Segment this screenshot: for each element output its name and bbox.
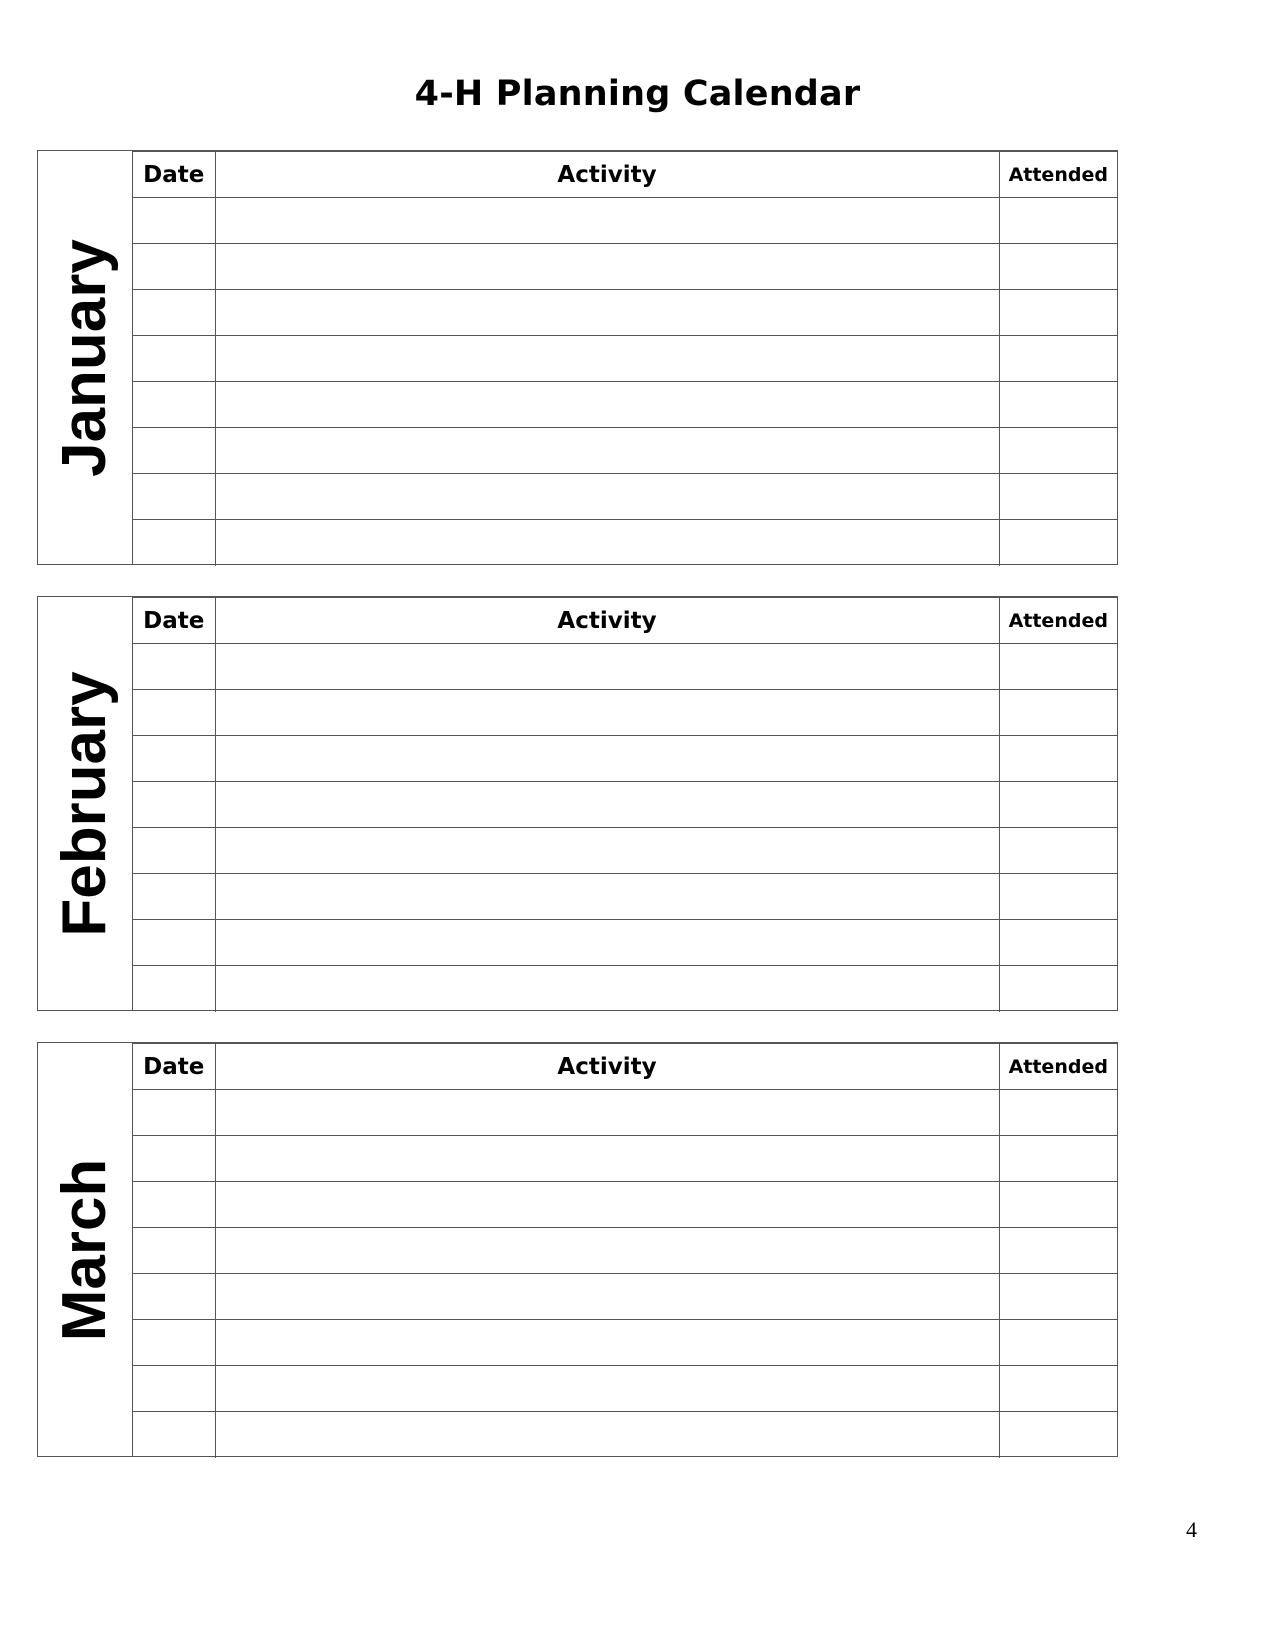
attended-cell[interactable] — [999, 1090, 1117, 1136]
attended-cell[interactable] — [999, 474, 1117, 520]
table-row — [133, 520, 1117, 566]
attended-cell[interactable] — [999, 1366, 1117, 1412]
date-cell[interactable] — [133, 782, 215, 828]
table-row — [133, 782, 1117, 828]
date-cell[interactable] — [133, 736, 215, 782]
attended-cell[interactable] — [999, 1136, 1117, 1182]
month-block-january — [37, 150, 1118, 565]
date-cell[interactable] — [133, 966, 215, 1012]
page-title: 4-H Planning Calendar — [414, 74, 861, 114]
date-cell[interactable] — [133, 1228, 215, 1274]
month-block-february — [37, 596, 1118, 1011]
date-cell[interactable] — [133, 290, 215, 336]
date-cell[interactable] — [133, 1320, 215, 1366]
activity-cell[interactable] — [215, 920, 999, 966]
attended-column-header: Attended — [999, 1044, 1117, 1090]
activity-cell[interactable] — [215, 1320, 999, 1366]
table-row — [133, 736, 1117, 782]
month-label: February — [50, 670, 119, 937]
table-row — [133, 474, 1117, 520]
activity-cell[interactable] — [215, 1366, 999, 1412]
activity-cell[interactable] — [215, 198, 999, 244]
table-row — [133, 1320, 1117, 1366]
attended-cell[interactable] — [999, 1320, 1117, 1366]
table-row — [133, 244, 1117, 290]
activity-cell[interactable] — [215, 290, 999, 336]
table-row — [133, 920, 1117, 966]
date-cell[interactable] — [133, 1412, 215, 1458]
table-row — [133, 966, 1117, 1012]
activity-cell[interactable] — [215, 520, 999, 566]
attended-cell[interactable] — [999, 690, 1117, 736]
date-cell[interactable] — [133, 336, 215, 382]
header-row — [133, 152, 1117, 198]
month-label: March — [50, 1158, 119, 1341]
date-cell[interactable] — [133, 244, 215, 290]
activity-cell[interactable] — [215, 1136, 999, 1182]
activity-column-header: Activity — [215, 152, 999, 198]
date-cell[interactable] — [133, 874, 215, 920]
page-number: 4 — [1186, 1517, 1197, 1542]
attended-cell[interactable] — [999, 1412, 1117, 1458]
table-row — [133, 290, 1117, 336]
attended-cell[interactable] — [999, 874, 1117, 920]
attended-cell[interactable] — [999, 336, 1117, 382]
table-row — [133, 644, 1117, 690]
attended-cell[interactable] — [999, 382, 1117, 428]
header-row — [133, 1044, 1117, 1090]
attended-cell[interactable] — [999, 244, 1117, 290]
activity-cell[interactable] — [215, 336, 999, 382]
table-row — [133, 1366, 1117, 1412]
month-label-cell — [38, 597, 133, 1010]
attended-cell[interactable] — [999, 966, 1117, 1012]
calendar-table — [133, 597, 1117, 1012]
date-cell[interactable] — [133, 1366, 215, 1412]
activity-column-header: Activity — [215, 1044, 999, 1090]
date-cell[interactable] — [133, 1136, 215, 1182]
attended-cell[interactable] — [999, 198, 1117, 244]
date-cell[interactable] — [133, 474, 215, 520]
calendar-table — [133, 151, 1117, 566]
date-cell[interactable] — [133, 382, 215, 428]
activity-cell[interactable] — [215, 736, 999, 782]
table-row — [133, 828, 1117, 874]
date-column-header: Date — [133, 598, 215, 644]
month-label-cell — [38, 1043, 133, 1456]
activity-cell[interactable] — [215, 690, 999, 736]
month-label-cell — [38, 151, 133, 564]
date-cell[interactable] — [133, 920, 215, 966]
table-row — [133, 1228, 1117, 1274]
attended-column-header: Attended — [999, 598, 1117, 644]
activity-cell[interactable] — [215, 1090, 999, 1136]
activity-cell[interactable] — [215, 428, 999, 474]
table-row — [133, 382, 1117, 428]
table-row — [133, 428, 1117, 474]
table-row — [133, 874, 1117, 920]
date-cell[interactable] — [133, 520, 215, 566]
date-cell[interactable] — [133, 644, 215, 690]
attended-cell[interactable] — [999, 290, 1117, 336]
activity-cell[interactable] — [215, 1412, 999, 1458]
table-row — [133, 1090, 1117, 1136]
activity-cell[interactable] — [215, 782, 999, 828]
attended-cell[interactable] — [999, 1274, 1117, 1320]
date-cell[interactable] — [133, 1090, 215, 1136]
attended-column-header: Attended — [999, 152, 1117, 198]
activity-column-header: Activity — [215, 598, 999, 644]
attended-cell[interactable] — [999, 644, 1117, 690]
activity-cell[interactable] — [215, 874, 999, 920]
table-row — [133, 1136, 1117, 1182]
attended-cell[interactable] — [999, 736, 1117, 782]
attended-cell[interactable] — [999, 828, 1117, 874]
attended-cell[interactable] — [999, 428, 1117, 474]
month-block-march — [37, 1042, 1118, 1457]
table-row — [133, 198, 1117, 244]
activity-cell[interactable] — [215, 1274, 999, 1320]
date-column-header: Date — [133, 1044, 215, 1090]
table-row — [133, 336, 1117, 382]
activity-cell[interactable] — [215, 244, 999, 290]
table-row — [133, 1182, 1117, 1228]
month-label: January — [50, 238, 119, 477]
date-cell[interactable] — [133, 428, 215, 474]
date-cell[interactable] — [133, 198, 215, 244]
activity-cell[interactable] — [215, 382, 999, 428]
date-cell[interactable] — [133, 690, 215, 736]
date-cell[interactable] — [133, 1182, 215, 1228]
attended-cell[interactable] — [999, 520, 1117, 566]
attended-cell[interactable] — [999, 920, 1117, 966]
table-row — [133, 1412, 1117, 1458]
attended-cell[interactable] — [999, 1182, 1117, 1228]
activity-cell[interactable] — [215, 966, 999, 1012]
date-column-header: Date — [133, 152, 215, 198]
attended-cell[interactable] — [999, 1228, 1117, 1274]
activity-cell[interactable] — [215, 1182, 999, 1228]
date-cell[interactable] — [133, 1274, 215, 1320]
calendar-table — [133, 1043, 1117, 1458]
activity-cell[interactable] — [215, 828, 999, 874]
table-row — [133, 690, 1117, 736]
activity-cell[interactable] — [215, 474, 999, 520]
table-row — [133, 1274, 1117, 1320]
header-row — [133, 598, 1117, 644]
activity-cell[interactable] — [215, 644, 999, 690]
date-cell[interactable] — [133, 828, 215, 874]
activity-cell[interactable] — [215, 1228, 999, 1274]
attended-cell[interactable] — [999, 782, 1117, 828]
